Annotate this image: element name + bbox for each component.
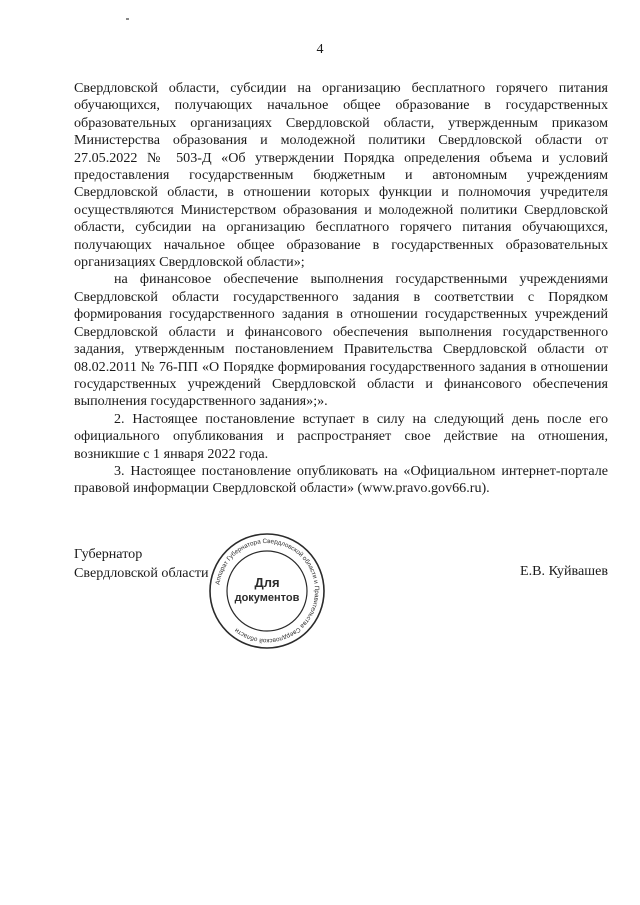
stamp-center-line2: документов (234, 592, 300, 604)
signature-title (74, 545, 209, 583)
signature-title-line1: Губернатор (74, 546, 143, 562)
official-stamp (207, 531, 327, 651)
stamp-center-line1: Для (254, 575, 280, 590)
scan-mark (126, 18, 129, 20)
paragraph-publication: 3. Настоящее постановление опубликовать на «Официальном интернет-портале правовой информации Свердловской области» (www.pravo.gov66.ru). (74, 462, 608, 497)
signature-title-line2: Свердловской области (74, 565, 209, 581)
stamp-ring-textpath: Аппарат Губернатора Свердловской области и Правительства Свердловской области (214, 537, 321, 645)
page-number: 4 (316, 42, 324, 57)
paragraph-effective-date: 2. Настоящее постановление вступает в силу на следующий день после его официального опубликования и распространяет свое действие на отношения, возникшие с 1 января 2022 года. (74, 410, 608, 462)
signature-name: Е.В. Куйвашев (520, 563, 608, 579)
paragraph-continuation: Свердловской области, субсидии на организацию бесплатного горячего питания обучающихся, получающих начальное общее образование в государственных образовательных организациях Свердловской области, утвержденным приказом Министерства образования и молодежной политики Свердловской области от 27.05.2022 № 503-Д «Об утверждении Порядка определения объема и условий предоставления государственным бюджетным и автономным учреждениям Свердловской области, в отношении которых функции и полномочия учредителя осуществляются Министерством образования и молодежной политики Свердловской области, субсидии на организацию бесплатного горячего питания обучающихся, получающих начальное общее образование в государственных образовательных организациях Свердловской области»; (74, 80, 608, 271)
document-body (74, 80, 608, 498)
stamp-inner-ring (227, 551, 307, 631)
paragraph-financial-support: на финансовое обеспечение выполнения государственными учреждениями Свердловской области государственного задания в соответствии с Порядком формирования государственного задания в отношении государственных учреждений Свердловской области и финансового обеспечения выполнения государственного задания, утвержденным постановлением Правительства Свердловской области от 08.02.2011 № 76-ПП «О Порядке формирования государственного задания в отношении государственных учреждений Свердловской области и финансового обеспечения выполнения государственного задания»;». (74, 271, 608, 410)
